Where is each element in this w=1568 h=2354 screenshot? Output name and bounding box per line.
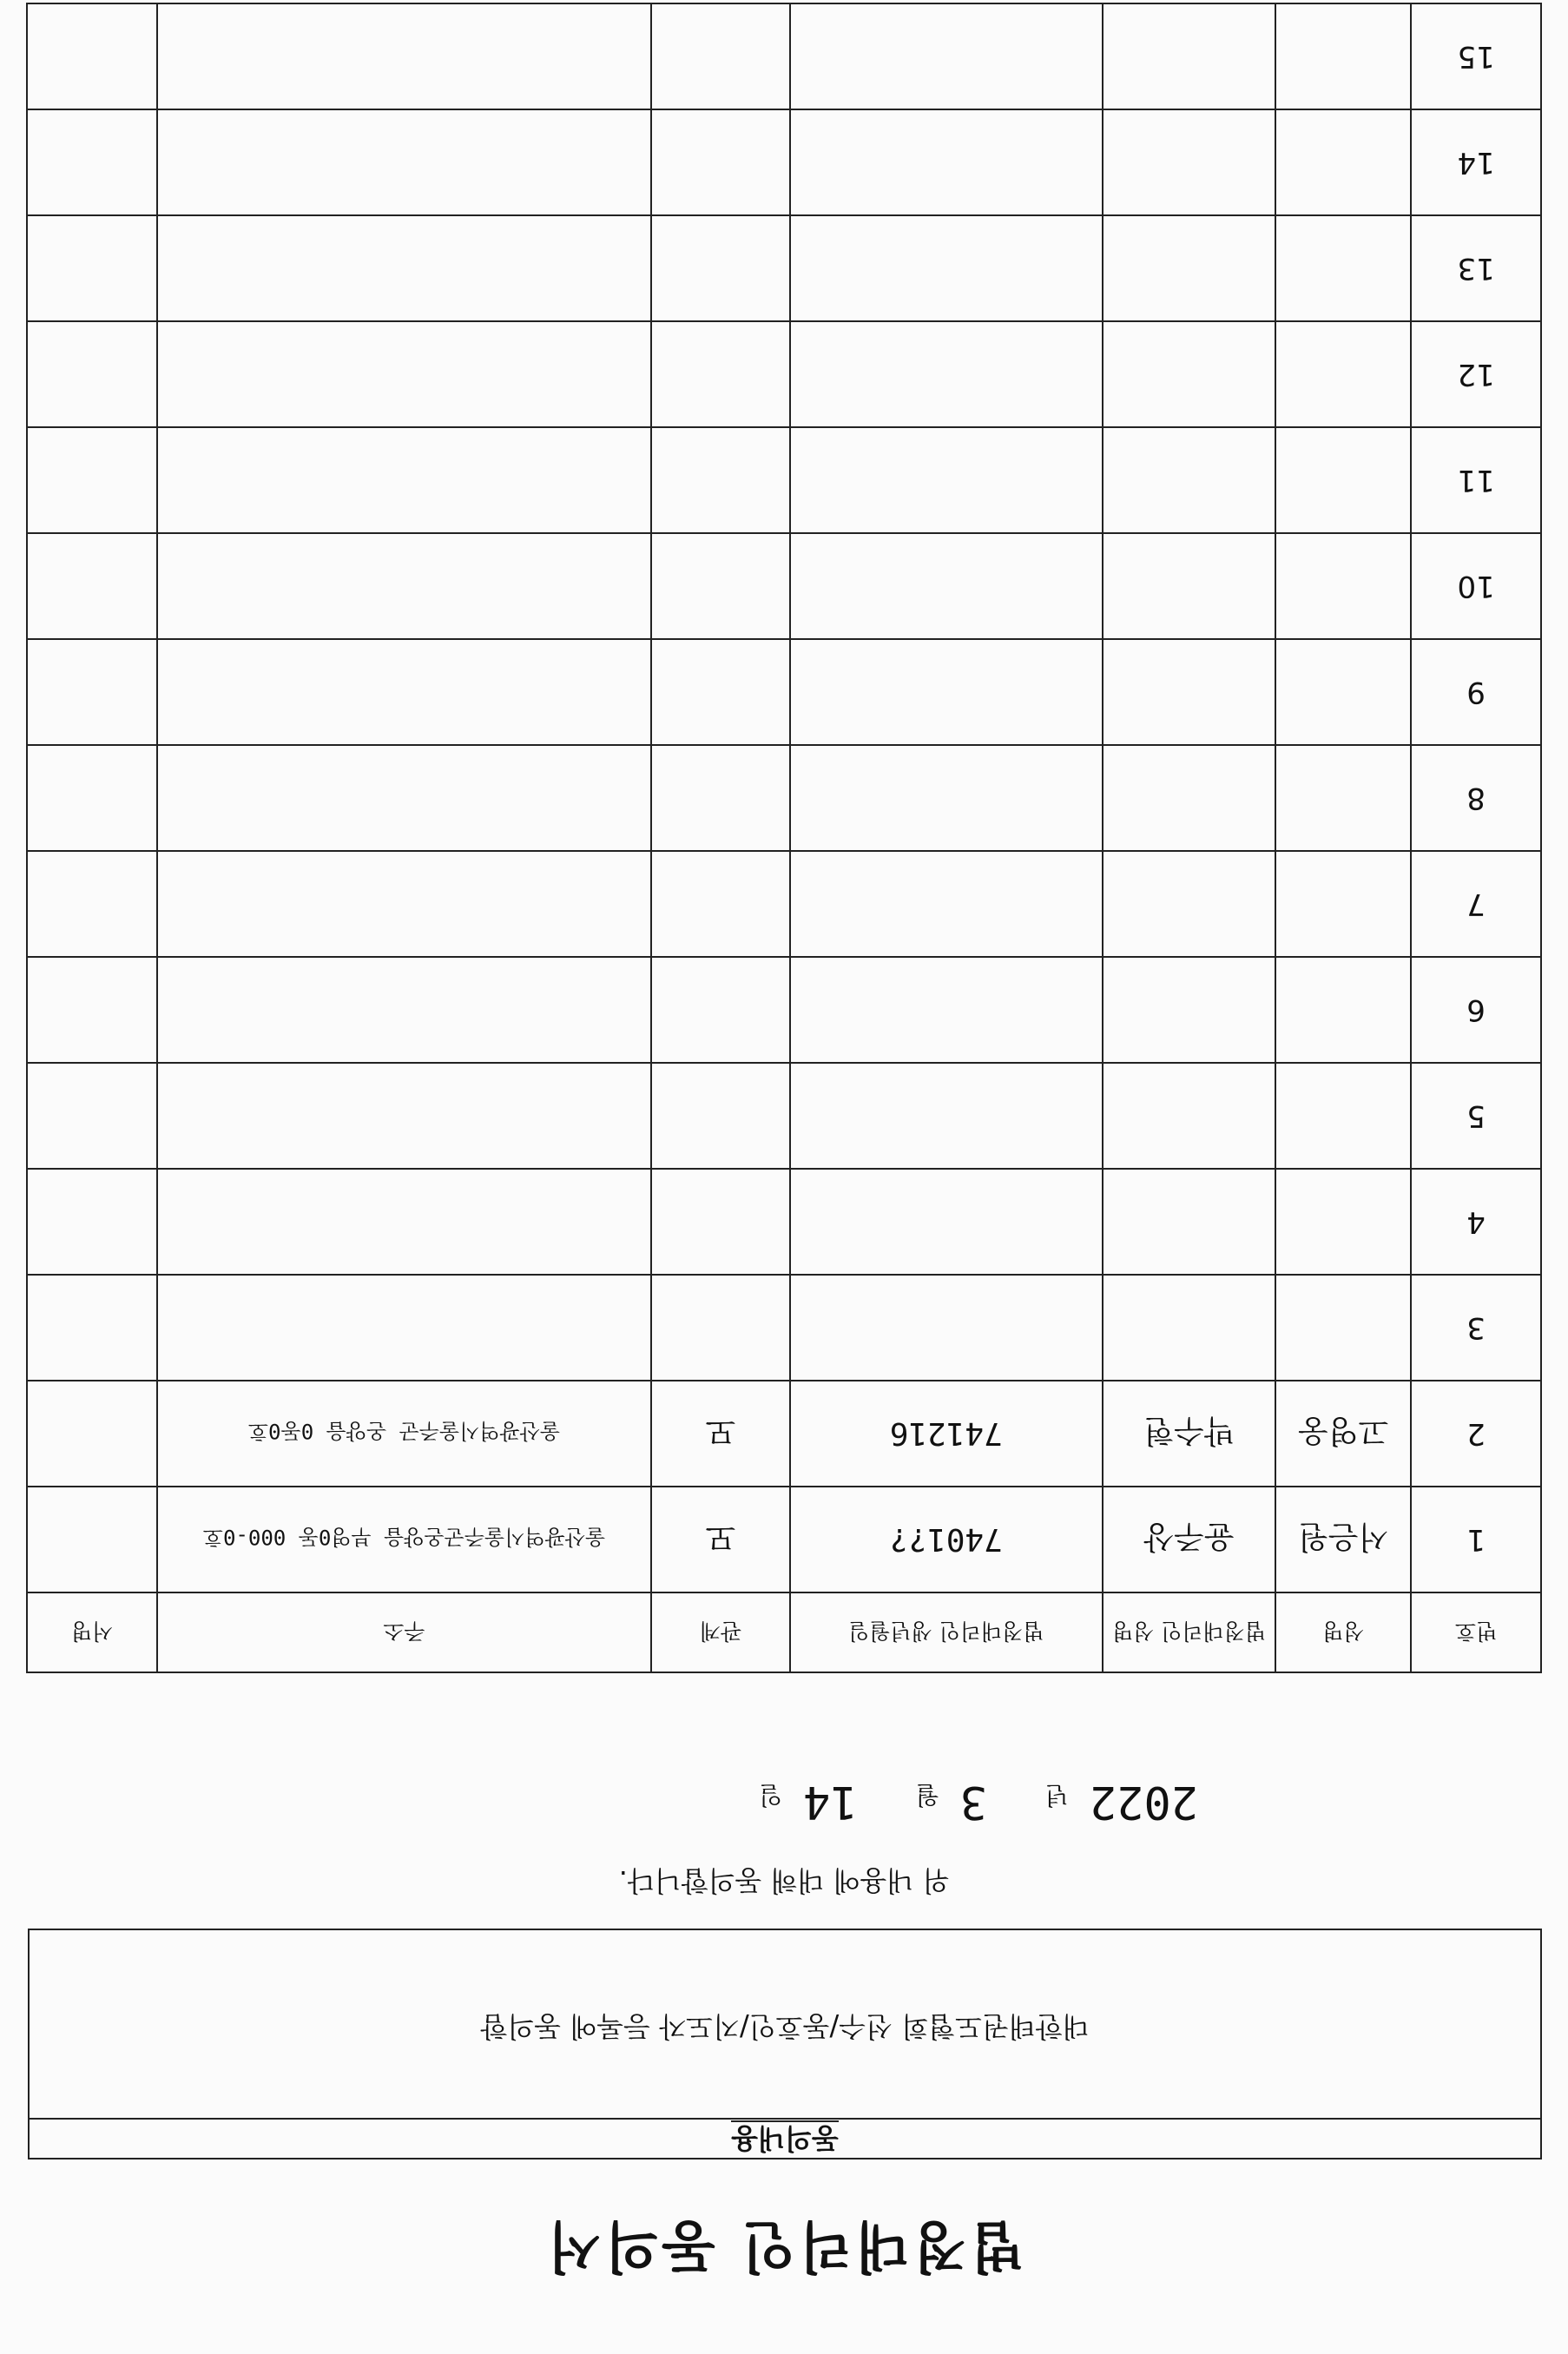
address[interactable]	[157, 1169, 651, 1275]
header-guardian-name: 법정대리인 성명	[1103, 1592, 1276, 1672]
student-name[interactable]	[1275, 639, 1411, 745]
relation[interactable]	[651, 745, 790, 851]
guardian-name[interactable]: 윤주상	[1103, 1487, 1276, 1592]
header-name: 성명	[1275, 1592, 1411, 1672]
address[interactable]: 울산광역시울주군 온양읍 0동0호	[157, 1381, 651, 1487]
row-number: 10	[1411, 533, 1541, 639]
table-row	[27, 1381, 1541, 1487]
signature-cell[interactable]	[27, 1381, 157, 1487]
table-row	[27, 1169, 1541, 1275]
address[interactable]	[157, 3, 651, 109]
guardian-name[interactable]	[1103, 1275, 1276, 1381]
header-number: 번호	[1411, 1592, 1541, 1672]
table-row	[27, 3, 1541, 109]
guardian-table	[26, 3, 1542, 1673]
signature-cell[interactable]	[27, 1275, 157, 1381]
signature-cell[interactable]	[27, 109, 157, 215]
table-row	[27, 109, 1541, 215]
student-name[interactable]	[1275, 109, 1411, 215]
relation[interactable]	[651, 533, 790, 639]
guardian-birthdate[interactable]: 7401??	[790, 1487, 1103, 1592]
guardian-birthdate[interactable]	[790, 851, 1103, 957]
guardian-birthdate[interactable]	[790, 957, 1103, 1063]
header-address: 주소	[157, 1592, 651, 1672]
table-row	[27, 851, 1541, 957]
student-name[interactable]: 서은원	[1275, 1487, 1411, 1592]
signature-cell[interactable]	[27, 1169, 157, 1275]
student-name[interactable]	[1275, 3, 1411, 109]
header-guardian-birth: 법정대리인 생년월일	[790, 1592, 1103, 1672]
guardian-name[interactable]	[1103, 1169, 1276, 1275]
student-name[interactable]	[1275, 215, 1411, 321]
row-number: 11	[1411, 427, 1541, 533]
row-number: 14	[1411, 109, 1541, 215]
signature-cell[interactable]	[27, 851, 157, 957]
row-number: 7	[1411, 851, 1541, 957]
table-row	[27, 321, 1541, 427]
date-day: 14	[803, 1776, 858, 1828]
table-row	[27, 1063, 1541, 1169]
student-name[interactable]	[1275, 745, 1411, 851]
guardian-birthdate[interactable]	[790, 533, 1103, 639]
guardian-birthdate[interactable]	[790, 215, 1103, 321]
relation[interactable]	[651, 957, 790, 1063]
relation[interactable]	[651, 3, 790, 109]
address[interactable]	[157, 427, 651, 533]
signature-cell[interactable]	[27, 533, 157, 639]
relation[interactable]	[651, 851, 790, 957]
address[interactable]	[157, 851, 651, 957]
signature-cell[interactable]	[27, 3, 157, 109]
agreement-statement: 위 내용에 대해 동의합니다.	[618, 1864, 950, 1897]
guardian-name[interactable]	[1103, 745, 1276, 851]
header-relation: 관계	[651, 1592, 790, 1672]
relation[interactable]	[651, 1063, 790, 1169]
guardian-birthdate[interactable]	[790, 427, 1103, 533]
signature-cell[interactable]	[27, 1487, 157, 1592]
guardian-birthdate[interactable]	[790, 745, 1103, 851]
header-signature: 서명	[27, 1592, 157, 1672]
guardian-birthdate[interactable]: 741216	[790, 1381, 1103, 1487]
date-line: 2022년 3월 14일	[759, 1776, 1198, 1828]
date-month: 3	[959, 1776, 987, 1828]
relation[interactable]	[651, 321, 790, 427]
row-number: 6	[1411, 957, 1541, 1063]
guardian-name[interactable]	[1103, 215, 1276, 321]
address[interactable]	[157, 321, 651, 427]
signature-cell[interactable]	[27, 957, 157, 1063]
relation[interactable]	[651, 427, 790, 533]
guardian-name[interactable]	[1103, 957, 1276, 1063]
address[interactable]	[157, 109, 651, 215]
guardian-birthdate[interactable]	[790, 109, 1103, 215]
guardian-birthdate[interactable]	[790, 321, 1103, 427]
address[interactable]: 울산광역시울주군온양읍 부영0동 000-0호	[157, 1487, 651, 1592]
guardian-name[interactable]	[1103, 851, 1276, 957]
relation[interactable]	[651, 1169, 790, 1275]
table-row	[27, 639, 1541, 745]
relation[interactable]	[651, 1275, 790, 1381]
row-number: 4	[1411, 1169, 1541, 1275]
student-name[interactable]	[1275, 533, 1411, 639]
table-row	[27, 1275, 1541, 1381]
table-row	[27, 957, 1541, 1063]
table-row	[27, 427, 1541, 533]
guardian-birthdate[interactable]	[790, 3, 1103, 109]
relation[interactable]	[651, 109, 790, 215]
address[interactable]	[157, 745, 651, 851]
consent-box	[28, 1929, 1542, 2159]
relation[interactable]	[651, 215, 790, 321]
row-number: 1	[1411, 1487, 1541, 1592]
address[interactable]	[157, 533, 651, 639]
guardian-name[interactable]	[1103, 639, 1276, 745]
guardian-name[interactable]: 박수현	[1103, 1381, 1276, 1487]
row-number: 13	[1411, 215, 1541, 321]
table-row	[27, 1487, 1541, 1592]
relation[interactable]: 모	[651, 1487, 790, 1592]
signature-cell[interactable]	[27, 639, 157, 745]
address[interactable]	[157, 215, 651, 321]
student-name[interactable]	[1275, 427, 1411, 533]
signature-cell[interactable]	[27, 1063, 157, 1169]
table-row	[27, 215, 1541, 321]
student-name[interactable]	[1275, 1275, 1411, 1381]
relation[interactable]: 모	[651, 1381, 790, 1487]
guardian-birthdate[interactable]	[790, 1169, 1103, 1275]
row-number: 15	[1411, 3, 1541, 109]
row-number: 12	[1411, 321, 1541, 427]
table-row	[27, 745, 1541, 851]
guardian-name[interactable]	[1103, 3, 1276, 109]
student-name[interactable]	[1275, 957, 1411, 1063]
form-title: 법정대리인 동의서	[544, 2213, 1024, 2278]
guardian-birthdate[interactable]	[790, 1275, 1103, 1381]
signature-cell[interactable]	[27, 427, 157, 533]
student-name[interactable]	[1275, 1063, 1411, 1169]
table-row	[27, 533, 1541, 639]
student-name[interactable]: 고영웅	[1275, 1381, 1411, 1487]
guardian-name[interactable]	[1103, 321, 1276, 427]
address[interactable]	[157, 1063, 651, 1169]
address[interactable]	[157, 1275, 651, 1381]
row-number: 8	[1411, 745, 1541, 851]
row-number: 3	[1411, 1275, 1541, 1381]
relation[interactable]	[651, 639, 790, 745]
student-name[interactable]	[1275, 321, 1411, 427]
guardian-birthdate[interactable]	[790, 1063, 1103, 1169]
table-header-row	[27, 1592, 1541, 1672]
row-number: 2	[1411, 1381, 1541, 1487]
consent-heading: 동의내용	[30, 2118, 1540, 2158]
consent-text: 대한태권도협회 선수/동호인/지도자 등록에 동의함	[480, 2010, 1090, 2043]
student-name[interactable]	[1275, 851, 1411, 957]
row-number: 9	[1411, 639, 1541, 745]
guardian-name[interactable]	[1103, 427, 1276, 533]
signature-cell[interactable]	[27, 321, 157, 427]
row-number: 5	[1411, 1063, 1541, 1169]
guardian-name[interactable]	[1103, 109, 1276, 215]
student-name[interactable]	[1275, 1169, 1411, 1275]
address[interactable]	[157, 957, 651, 1063]
guardian-name[interactable]	[1103, 1063, 1276, 1169]
signature-cell[interactable]	[27, 745, 157, 851]
date-year: 2022	[1089, 1776, 1198, 1828]
guardian-birthdate[interactable]	[790, 639, 1103, 745]
signature-cell[interactable]	[27, 215, 157, 321]
address[interactable]	[157, 639, 651, 745]
guardian-name[interactable]	[1103, 533, 1276, 639]
